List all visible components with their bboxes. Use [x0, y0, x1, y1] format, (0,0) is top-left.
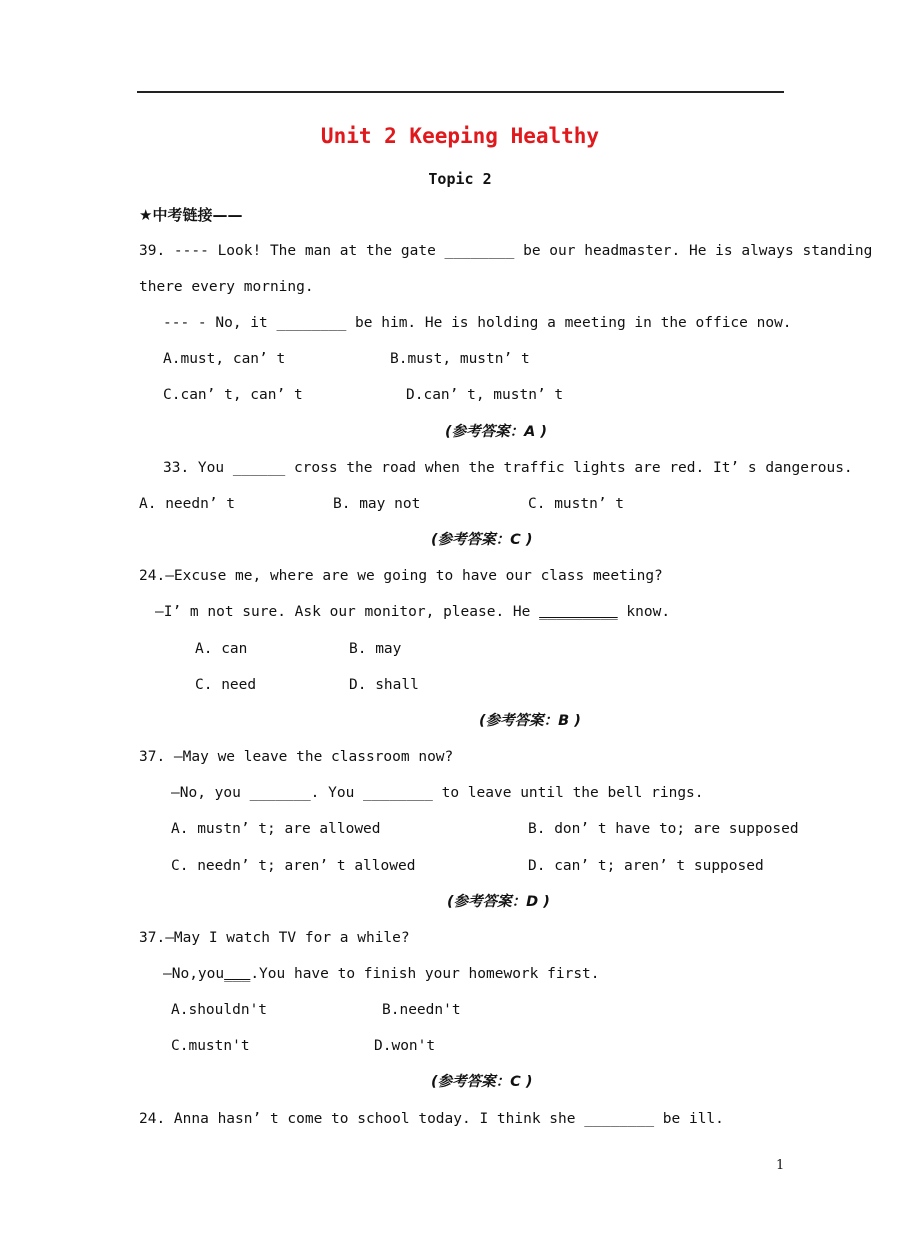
document-title: Unit 2 Keeping Healthy	[320, 124, 600, 148]
q4-line1: 37. —May we leave the classroom now?	[139, 749, 454, 765]
q2-option-b: B. may not	[333, 496, 421, 512]
q5-line2-pre: —No,you	[163, 966, 225, 982]
q3-line1: 24.—Excuse me, where are we going to have our class meeting?	[139, 568, 663, 584]
q3-option-b: B. may	[349, 641, 402, 657]
q5-option-d: D.won't	[374, 1038, 436, 1054]
q5-line1: 37.—May I watch TV for a while?	[139, 930, 410, 946]
page-number: 1	[776, 1158, 785, 1173]
q3-option-c: C. need	[195, 677, 257, 693]
q3-option-d: D. shall	[349, 677, 419, 693]
q3-option-a: A. can	[195, 641, 248, 657]
q3-line2-post: know.	[617, 604, 671, 620]
q1-answer: (参考答案：A )	[445, 424, 548, 440]
q5-option-c: C.mustn't	[171, 1038, 250, 1054]
q3-answer: (参考答案：B )	[479, 713, 581, 729]
q5-option-b: B.needn't	[382, 1002, 461, 1018]
q5-answer: (参考答案：C )	[431, 1074, 533, 1090]
q4-option-a: A. mustn’ t; are allowed	[171, 821, 381, 837]
q4-option-d: D. can’ t; aren’ t supposed	[528, 858, 764, 874]
q2-line1: 33. You ______ cross the road when the traffic lights are red. It’ s dangerous.	[163, 460, 853, 476]
q1-option-a: A.must, can’ t	[163, 351, 286, 367]
q1-line3: --- - No, it ________ be him. He is holding a meeting in the office now.	[163, 315, 792, 331]
q5-option-a: A.shouldn't	[171, 1002, 268, 1018]
q3-line2	[155, 602, 670, 622]
q4-option-c: C. needn’ t; aren’ t allowed	[171, 858, 416, 874]
topic-heading: Topic 2	[428, 170, 492, 188]
q1-line2: there every morning.	[139, 279, 314, 295]
q5-line2	[163, 964, 600, 984]
q5-line2-post: .You have to finish your homework first.	[250, 966, 600, 982]
q1-line1: 39. ---- Look! The man at the gate ________ be our headmaster. He is always standing	[139, 243, 873, 259]
q6-line1: 24. Anna hasn’ t come to school today. I think she ________ be ill.	[139, 1111, 724, 1127]
header-rule	[137, 91, 784, 93]
q3-line2-pre: —I’ m not sure. Ask our monitor, please. He	[155, 604, 540, 620]
q1-option-d: D.can’ t, mustn’ t	[406, 387, 564, 403]
q2-option-a: A. needn’ t	[139, 496, 236, 512]
q2-option-c: C. mustn’ t	[528, 496, 625, 512]
q4-option-b: B. don’ t have to; are supposed	[528, 821, 799, 837]
q4-answer: (参考答案：D )	[447, 894, 550, 910]
q1-option-b: B.must, mustn’ t	[390, 351, 530, 367]
section-heading: ★中考链接——	[139, 206, 243, 224]
q1-option-c: C.can’ t, can’ t	[163, 387, 303, 403]
q3-blank: _________	[539, 604, 618, 620]
q5-blank: ___	[224, 966, 251, 982]
q4-line2: —No, you _______. You ________ to leave until the bell rings.	[171, 785, 704, 801]
q2-answer: (参考答案：C )	[431, 532, 533, 548]
